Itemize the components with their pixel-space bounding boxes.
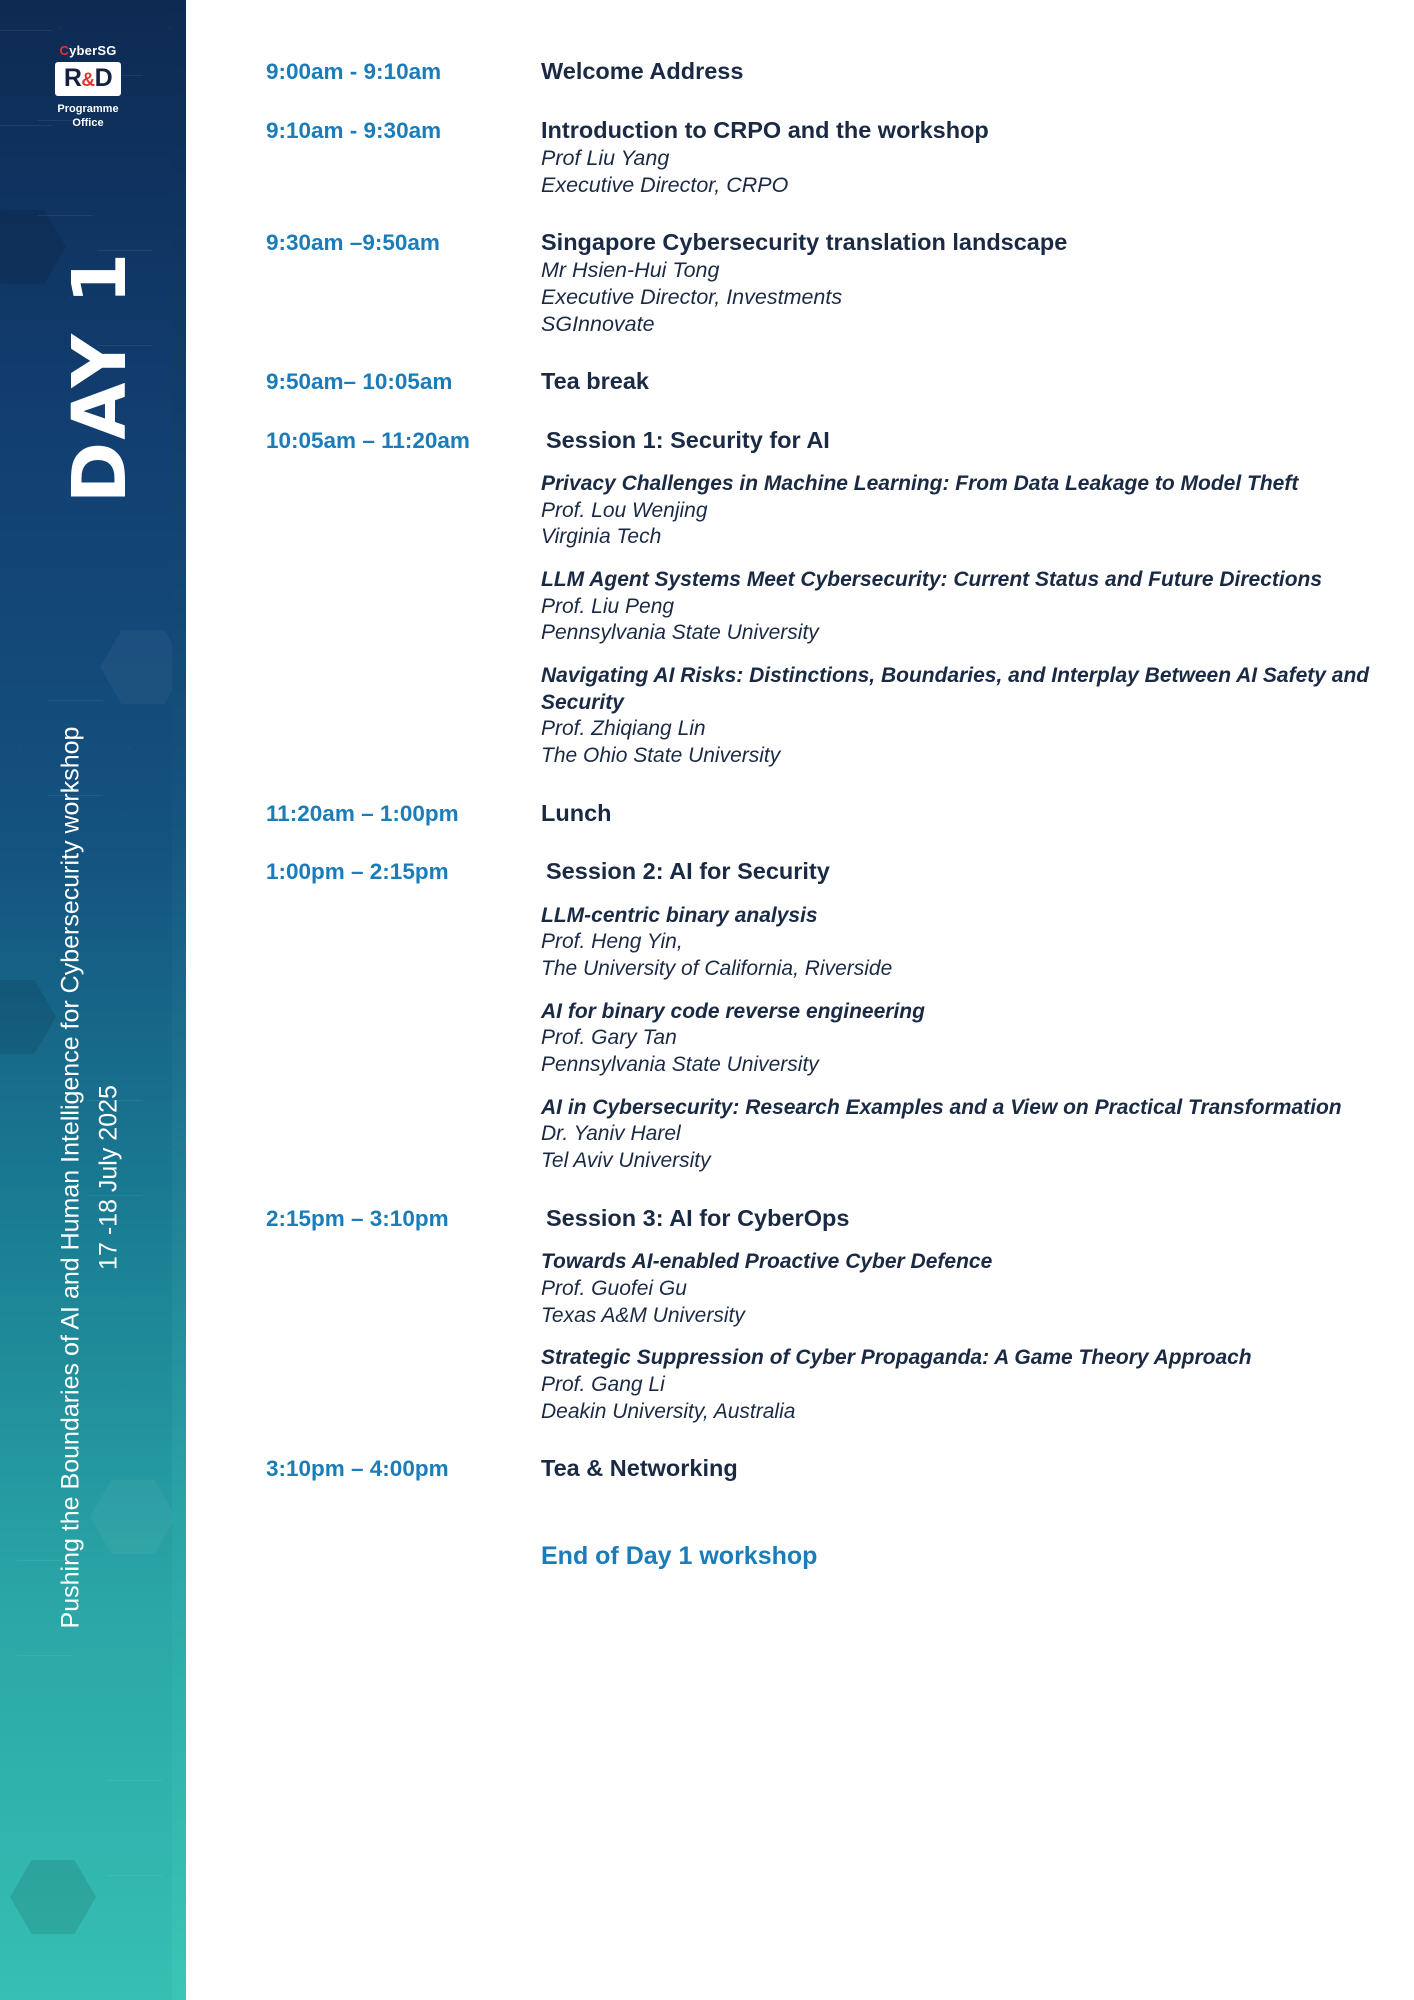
banner-edge <box>172 0 186 2000</box>
agenda-heading: Session 3: AI for CyberOps <box>546 1204 850 1231</box>
talk-item <box>541 471 1374 551</box>
talk-speaker-line: Prof. Guofei Gu <box>541 1276 687 1300</box>
talk-item <box>541 1095 1374 1175</box>
agenda-content <box>541 56 1374 87</box>
agenda-content <box>541 425 1374 770</box>
agenda-content <box>541 1203 1374 1425</box>
agenda-content <box>541 115 1374 199</box>
talk-item <box>541 999 1374 1079</box>
logo-programme-office <box>36 103 140 131</box>
agenda-subline: Prof Liu Yang <box>541 146 670 171</box>
logo-mark-r: R <box>63 64 82 92</box>
agenda-subline: Mr Hsien-Hui Tong <box>541 258 720 283</box>
logo-mark-amp: & <box>81 70 95 91</box>
talk-title: Privacy Challenges in Machine Learning: From Data Leakage to Model Theft <box>541 472 1299 496</box>
end-of-day-note: End of Day 1 workshop <box>541 1541 818 1570</box>
talk-speaker-line: Prof. Liu Peng <box>541 594 675 618</box>
talk-title: LLM Agent Systems Meet Cybersecurity: Current Status and Future Directions <box>541 568 1323 592</box>
agenda-row <box>266 856 1374 1174</box>
agenda-content <box>541 366 1374 397</box>
talk-speaker-line: Dr. Yaniv Harel <box>541 1122 681 1146</box>
agenda-subline: Executive Director, CRPO <box>541 172 789 197</box>
logo-programme-line1: Programme <box>57 103 119 115</box>
agenda-row <box>266 227 1374 338</box>
agenda-time: 2:15pm – 3:10pm <box>266 1205 449 1231</box>
logo-mark-d: D <box>94 64 113 92</box>
agenda-row <box>266 425 1374 770</box>
agenda-heading: Session 1: Security for AI <box>546 426 830 453</box>
agenda-time: 9:50am– 10:05am <box>266 369 453 395</box>
talk-speaker-line: Pennsylvania State University <box>541 621 819 645</box>
agenda-heading: Introduction to CRPO and the workshop <box>541 116 989 143</box>
talk-speaker-line: Prof. Heng Yin, <box>541 930 683 954</box>
talk-speaker-line: Prof. Gary Tan <box>541 1026 677 1050</box>
talk-title: AI for binary code reverse engineering <box>541 999 925 1023</box>
talk-speaker-line: Pennsylvania State University <box>541 1053 819 1077</box>
talk-speaker-line: Prof. Gang Li <box>541 1372 665 1396</box>
agenda-row <box>266 798 1374 829</box>
talk-speaker-line: Virginia Tech <box>541 525 662 549</box>
agenda-subline: SGInnovate <box>541 312 655 337</box>
agenda-time: 11:20am – 1:00pm <box>266 800 459 826</box>
tagline-line1: Pushing the Boundaries of AI and Human Intelligence for Cybersecurity workshop <box>56 726 85 1629</box>
talk-title: Navigating AI Risks: Distinctions, Boundaries, and Interplay Between AI Safety and Security <box>541 664 1370 714</box>
agenda-heading: Session 2: AI for Security <box>546 858 830 885</box>
agenda-subline: Executive Director, Investments <box>541 285 843 310</box>
logo-brand-text <box>36 44 140 57</box>
day-banner <box>0 0 186 2000</box>
agenda-row <box>266 1203 1374 1425</box>
logo-brand-prefix: C <box>59 43 70 58</box>
talk-speaker-line: Tel Aviv University <box>541 1149 711 1173</box>
logo-rd-mark <box>55 62 121 96</box>
agenda-row <box>266 115 1374 199</box>
agenda-heading: Lunch <box>541 799 612 826</box>
day-title: DAY 1 <box>57 250 143 504</box>
agenda-time: 9:00am - 9:10am <box>266 59 442 84</box>
cybersg-logo <box>36 44 140 154</box>
agenda-row <box>266 366 1374 397</box>
agenda-heading: Welcome Address <box>541 58 744 84</box>
hex-decor <box>0 980 56 1054</box>
talk-speaker-line: Prof. Lou Wenjing <box>541 498 708 522</box>
agenda-time: 10:05am – 11:20am <box>266 427 470 453</box>
talk-speaker-line: Prof. Zhiqiang Lin <box>541 717 706 741</box>
agenda-heading: Singapore Cybersecurity translation landscape <box>541 228 1068 255</box>
logo-programme-line2: Office <box>72 116 104 129</box>
agenda-time: 3:10pm – 4:00pm <box>266 1456 449 1482</box>
agenda-rows <box>266 56 1374 1484</box>
agenda-content <box>541 1453 1374 1484</box>
talk-title: Towards AI-enabled Proactive Cyber Defence <box>541 1250 993 1274</box>
agenda-heading: Tea break <box>541 368 649 395</box>
talk-item <box>541 1249 1374 1329</box>
tagline-line2: 17 -18 July 2025 <box>94 1085 122 1270</box>
talk-speaker-line: The University of California, Riverside <box>541 957 893 981</box>
agenda-list <box>186 0 1414 2000</box>
agenda-content <box>541 856 1374 1174</box>
talk-item <box>541 567 1374 647</box>
agenda-row <box>266 1453 1374 1484</box>
talk-item <box>541 663 1374 770</box>
agenda-row <box>266 56 1374 87</box>
hex-decor <box>10 1860 96 1934</box>
talk-item <box>541 1345 1374 1425</box>
agenda-content <box>541 798 1374 829</box>
talk-speaker-line: Texas A&M University <box>541 1303 745 1327</box>
logo-brand-rest: yberSG <box>69 43 117 58</box>
talk-title: LLM-centric binary analysis <box>541 903 818 927</box>
agenda-time: 9:30am –9:50am <box>266 229 440 255</box>
agenda-heading: Tea & Networking <box>541 1455 738 1482</box>
talk-item <box>541 903 1374 983</box>
agenda-time: 1:00pm – 2:15pm <box>266 859 449 885</box>
agenda-content <box>541 227 1374 338</box>
workshop-tagline <box>53 528 128 1828</box>
agenda-time: 9:10am - 9:30am <box>266 117 442 143</box>
talk-speaker-line: Deakin University, Australia <box>541 1399 796 1423</box>
talk-speaker-line: The Ohio State University <box>541 744 781 768</box>
talk-title: AI in Cybersecurity: Research Examples and a View on Practical Transformation <box>541 1095 1342 1119</box>
talk-title: Strategic Suppression of Cyber Propaganda: A Game Theory Approach <box>541 1346 1252 1370</box>
